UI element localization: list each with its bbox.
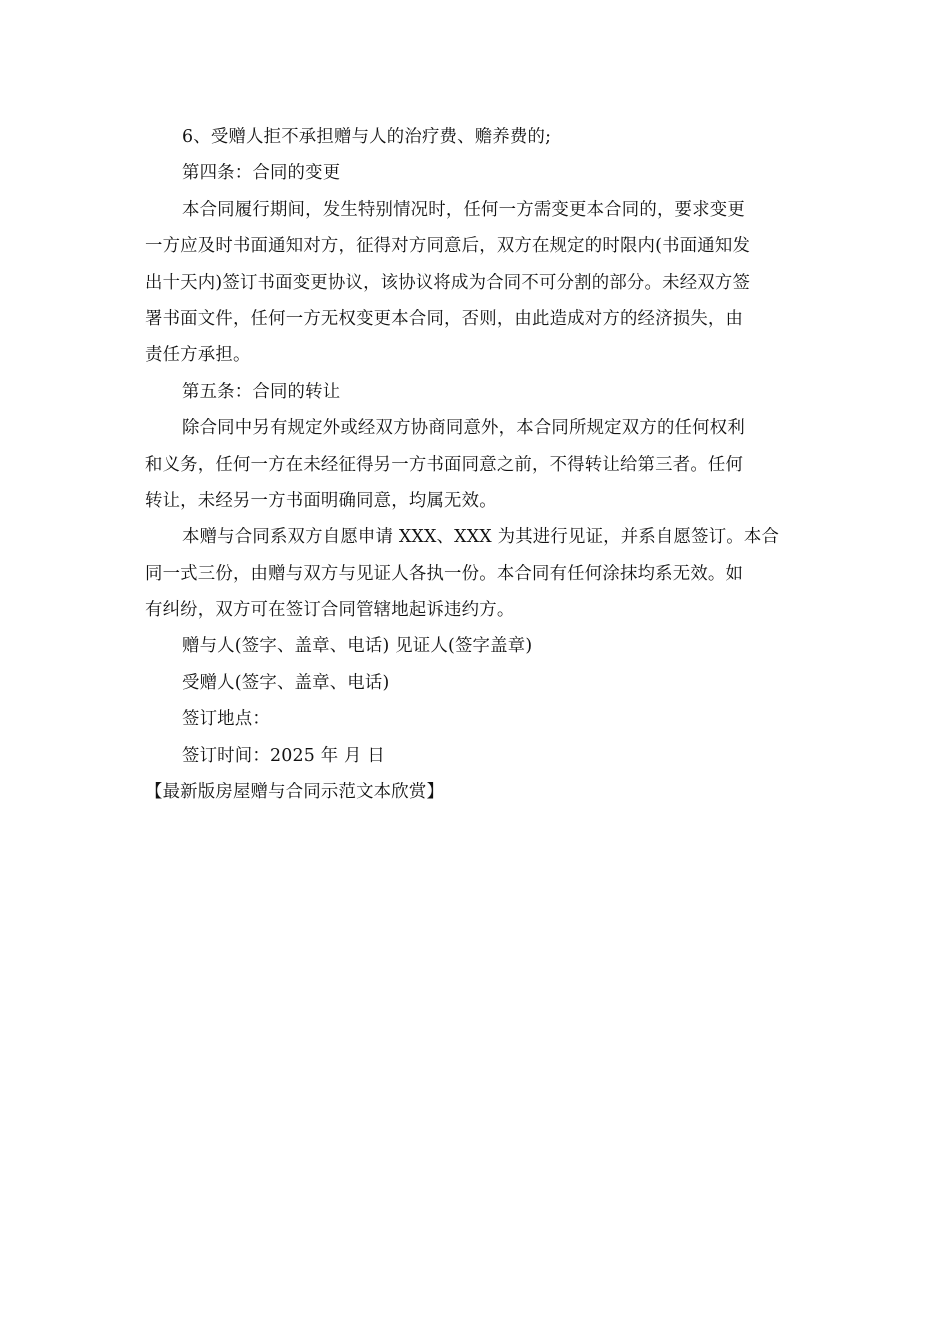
text-line: 出十天内)签订书面变更协议，该协议将成为合同不可分割的部分。未经双方签 (145, 272, 751, 293)
text-line: 除合同中另有规定外或经双方协商同意外，本合同所规定双方的任何权利 (182, 418, 745, 439)
article-5-paragraph (145, 410, 810, 519)
donor-signature-line: 赠与人(签字、盖章、电话) 见证人(签字盖章) (182, 636, 533, 657)
text-line: 有纠纷，双方可在签订合同管辖地起诉违约方。 (145, 600, 515, 621)
text-line: 一方应及时书面通知对方，征得对方同意后，双方在规定的时限内(书面通知发 (145, 236, 751, 257)
article-5-heading: 第五条：合同的转让 (182, 381, 341, 402)
text-line: 本合同履行期间，发生特别情况时，任何一方需变更本合同的，要求变更 (182, 199, 745, 220)
text-line: 署书面文件，任何一方无权变更本合同，否则，由此造成对方的经济损失，由 (145, 308, 744, 329)
article-4-paragraph (145, 192, 810, 374)
article-4-heading: 第四条：合同的变更 (182, 163, 341, 184)
text-line: 责任方承担。 (145, 345, 251, 366)
document-body (145, 119, 810, 810)
text-line: 转让，未经另一方书面明确同意，均属无效。 (145, 490, 497, 511)
text-line: 和义务，任何一方在未经征得另一方书面同意之前，不得转让给第三者。任何 (145, 454, 744, 475)
text-line: 同一式三份，由赠与双方与见证人各执一份。本合同有任何涂抹均系无效。如 (145, 563, 744, 584)
text-line: 本赠与合同系双方自愿申请 XXX、XXX 为其进行见证，并系自愿签订。本合 (182, 527, 780, 548)
clause-item-6: 6、受赠人拒不承担赠与人的治疗费、赡养费的; (182, 127, 552, 147)
footer-title: 【最新版房屋赠与合同示范文本欣赏】 (145, 782, 445, 803)
witness-paragraph (145, 519, 810, 628)
sign-place-line: 签订地点： (182, 709, 270, 730)
sign-time-line: 签订时间：2025 年 月 日 (182, 745, 385, 766)
donee-signature-line: 受赠人(签字、盖章、电话) (182, 672, 390, 693)
